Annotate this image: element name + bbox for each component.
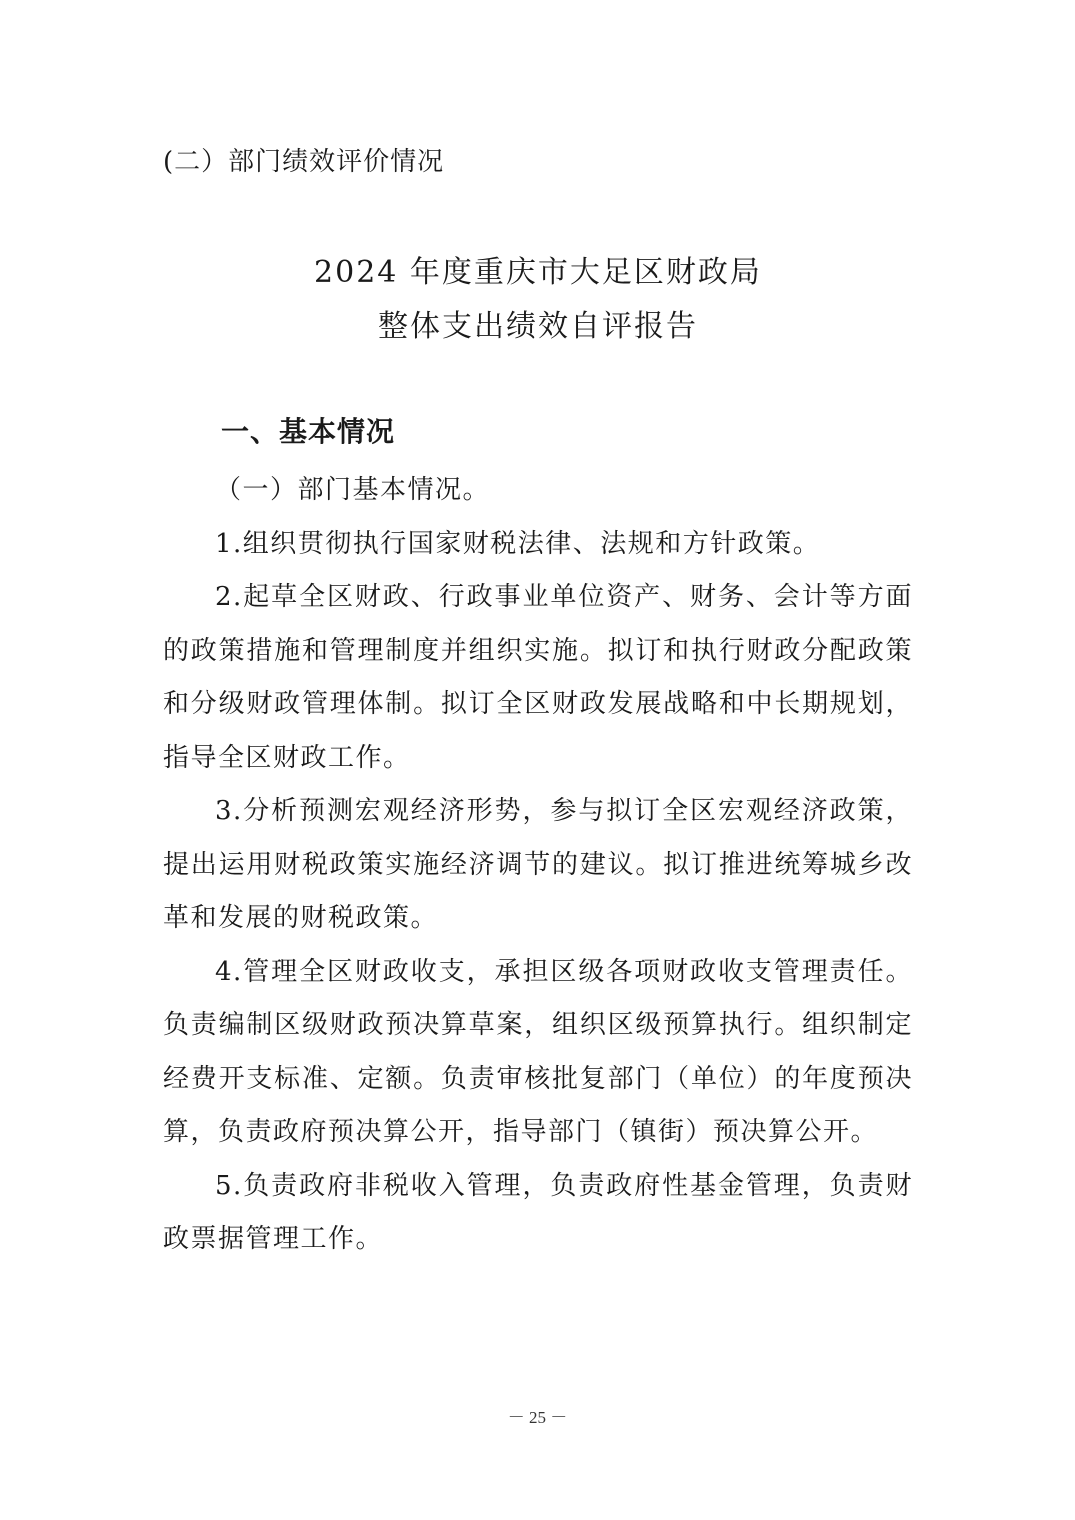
paragraph-item-3: 3.分析预测宏观经济形势，参与拟订全区宏观经济政策，提出运用财税政策实施经济调节的建议。拟订推进统筹城乡改革和发展的财税政策。 xyxy=(163,796,913,933)
paragraph-item-2: 2.起草全区财政、行政事业单位资产、财务、会计等方面的政策措施和管理制度并组织实施。拟订和执行财政分配政策和分级财政管理体制。拟订全区财政发展战略和中长期规划，指导全区财政工作。 xyxy=(163,582,913,773)
page-number: － 25 － xyxy=(507,1408,568,1427)
section-label: (二）部门绩效评价情况 xyxy=(163,147,445,177)
paragraph-item-4: 4.管理全区财政收支，承担区级各项财政收支管理责任。负责编制区级财政预决算草案，组织区级预算执行。组织制定经费开支标准、定额。负责审核批复部门（单位）的年度预决算，负责政府预决算公开，指导部门（镇街）预决算公开。 xyxy=(163,956,913,1147)
paragraph-subheading: （一）部门基本情况。 xyxy=(215,475,491,505)
report-title xyxy=(163,246,913,354)
heading-basic-situation: 一、基本情况 xyxy=(221,415,396,448)
report-title-line-1: 2024 年度重庆市大足区财政局 xyxy=(314,255,762,290)
paragraph-item-5: 5.负责政府非税收入管理，负责政府性基金管理，负责财政票据管理工作。 xyxy=(163,1170,913,1254)
report-title-line-2: 整体支出绩效自评报告 xyxy=(378,309,698,344)
body-text xyxy=(163,464,913,1267)
paragraph-item-1: 1.组织贯彻执行国家财税法律、法规和方针政策。 xyxy=(215,528,821,559)
